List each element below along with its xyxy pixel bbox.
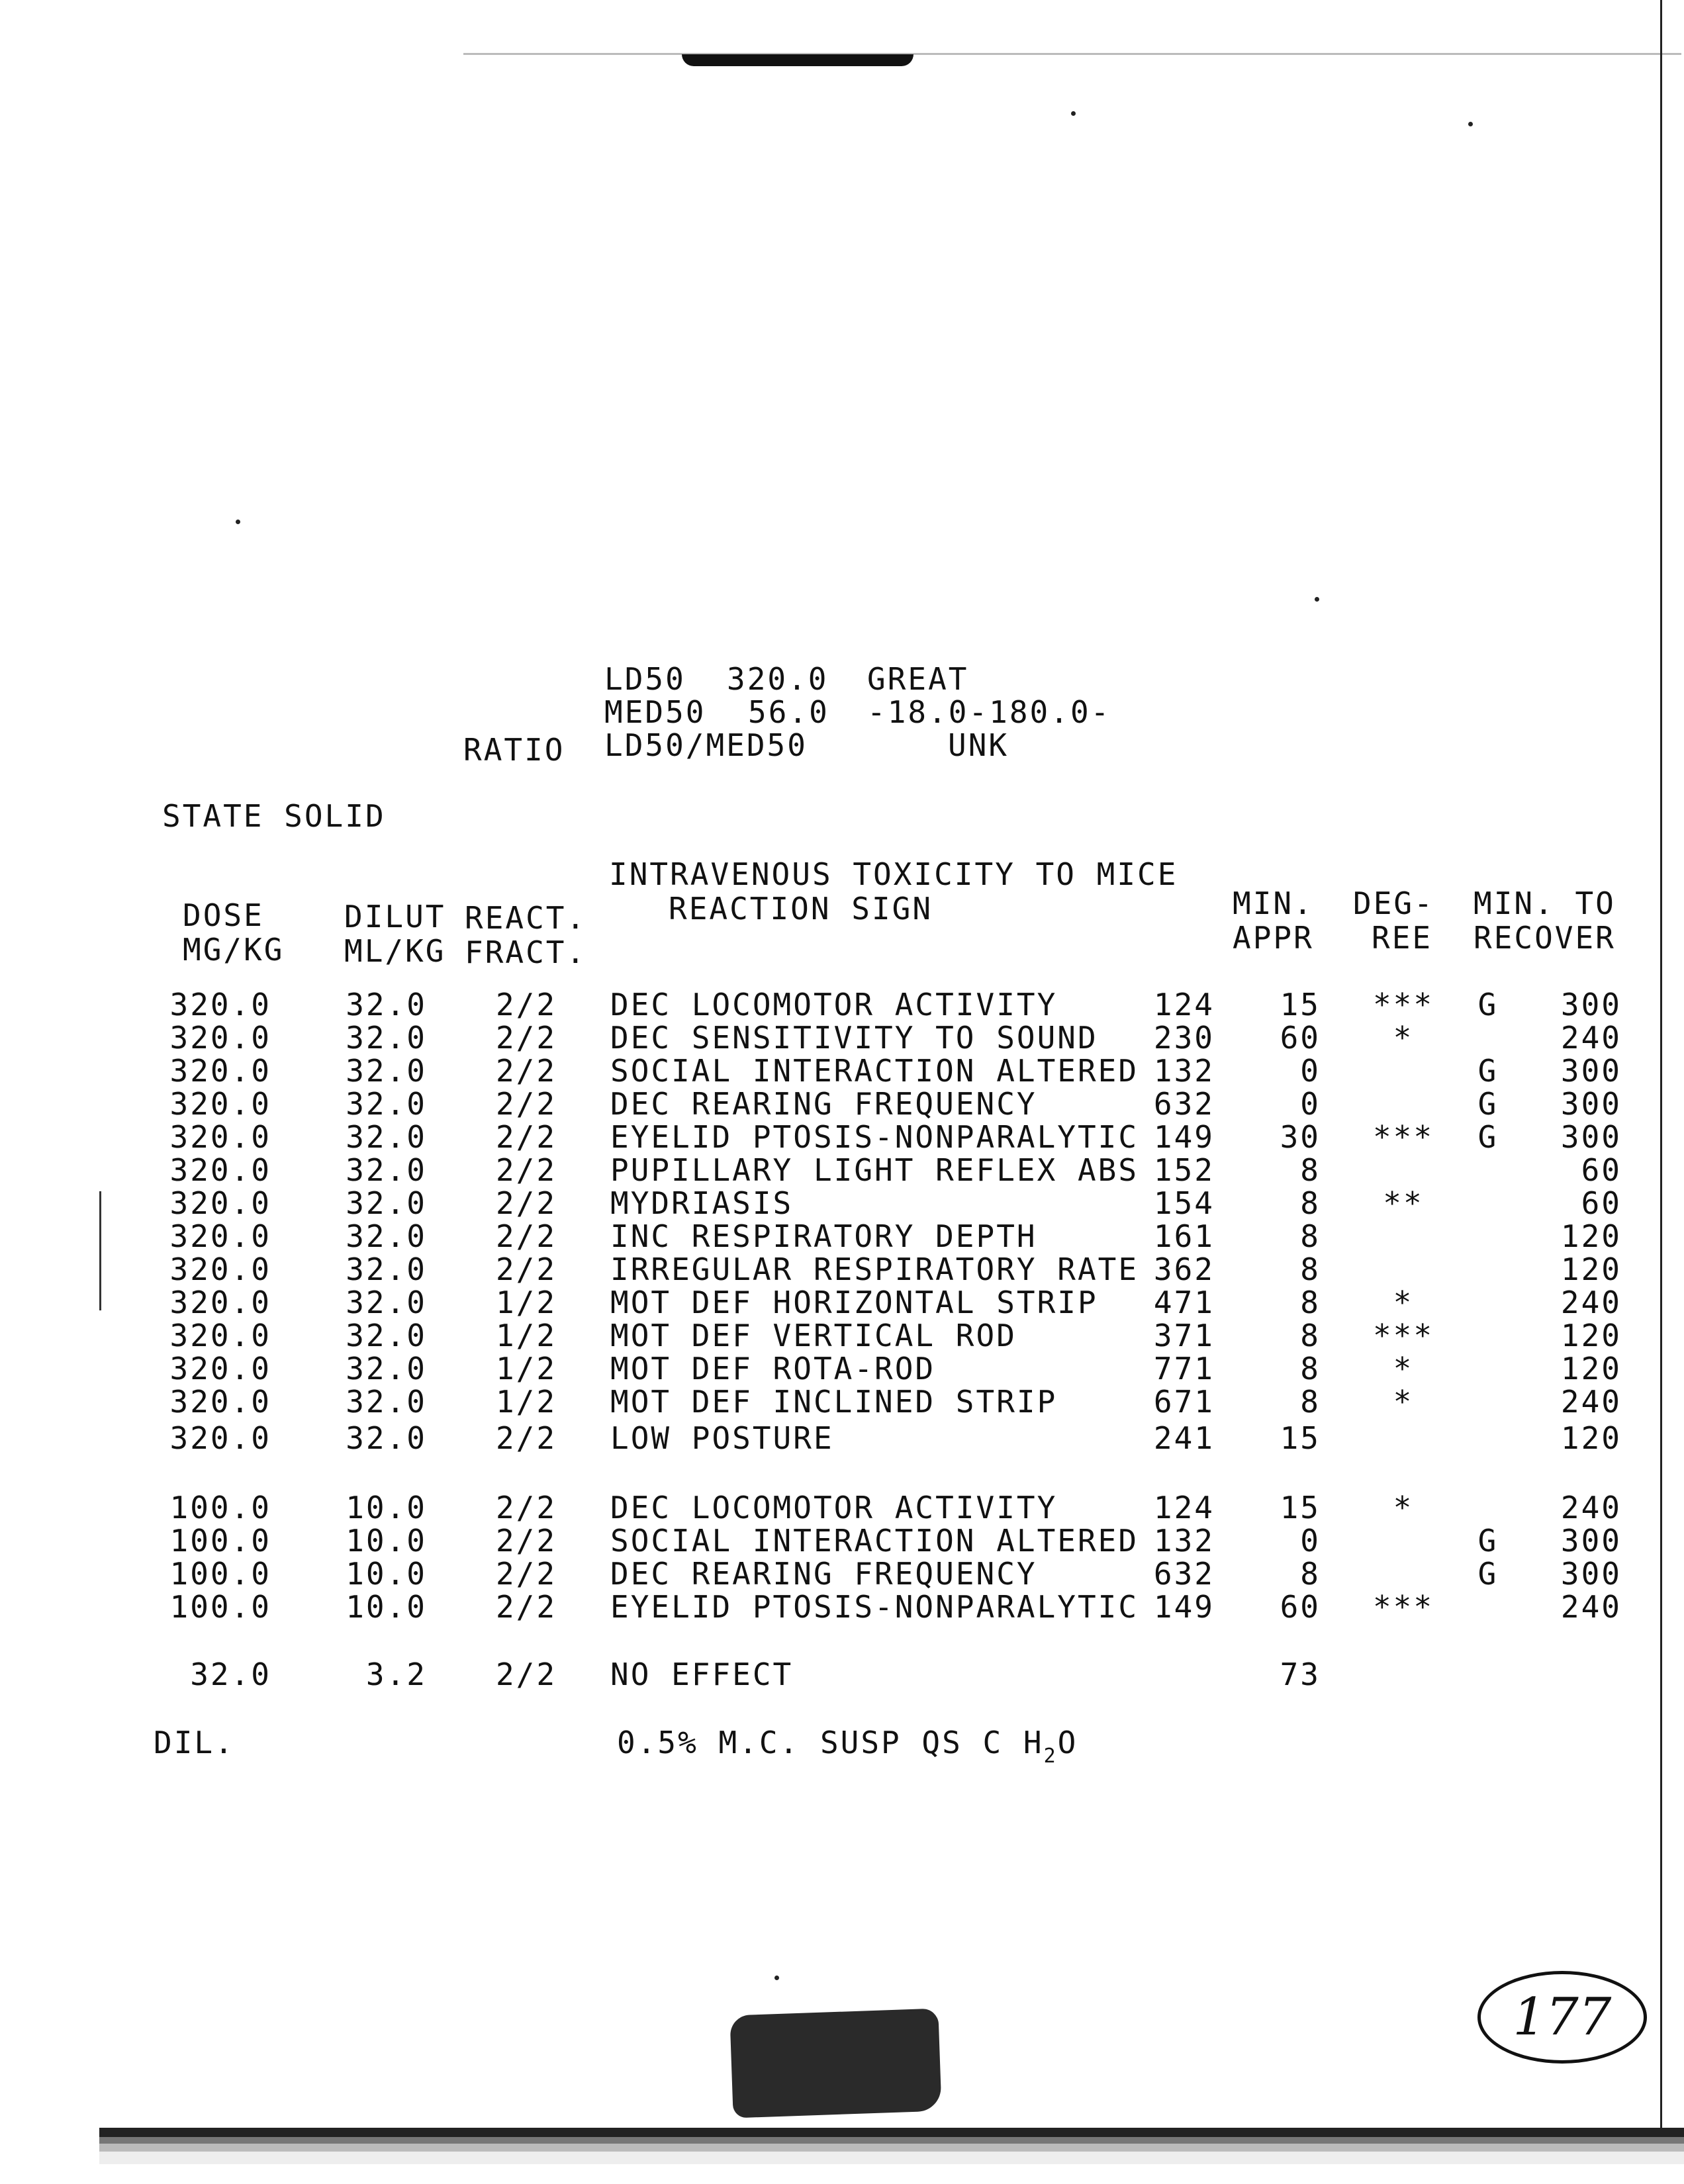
cell-sign-code: 632 [1153, 1556, 1215, 1592]
cell-min-recover: 300 [1560, 1086, 1622, 1122]
cell-min-recover: 120 [1560, 1251, 1622, 1287]
scan-top-edge [463, 53, 1681, 55]
cell-sign-code: 149 [1153, 1589, 1215, 1625]
cell-min-appr: 15 [1280, 1420, 1321, 1456]
speck [1315, 597, 1319, 602]
cell-min-appr: 8 [1300, 1285, 1321, 1320]
cell-reaction-sign: DEC LOCOMOTOR ACTIVITY [610, 987, 1058, 1023]
cell-degree: *** [1372, 1318, 1434, 1353]
cell-fraction: 1/2 [495, 1384, 557, 1420]
cell-sign-code: 771 [1153, 1351, 1215, 1387]
cell-min-recover: 120 [1560, 1351, 1622, 1387]
cell-dilut: 10.0 [346, 1589, 427, 1625]
cell-sign-code: 471 [1153, 1285, 1215, 1320]
med50-value: 56.0 [748, 694, 829, 730]
cell-fraction: 2/2 [495, 1053, 557, 1089]
ld50-note: GREAT [867, 661, 969, 697]
ratio-value: UNK [948, 727, 1009, 763]
cell-reaction-sign: IRREGULAR RESPIRATORY RATE [610, 1251, 1139, 1287]
header-deg: DEG- [1353, 886, 1434, 921]
cell-min-recover: 240 [1560, 1589, 1622, 1625]
cell-sign-code: 149 [1153, 1119, 1215, 1155]
ratio-text: LD50/MED50 [604, 727, 808, 763]
cell-min-recover: 300 [1560, 1523, 1622, 1559]
cell-reaction-sign: MOT DEF HORIZONTAL STRIP [610, 1285, 1098, 1320]
cell-fraction: 2/2 [495, 1556, 557, 1592]
cell-sign-code: 154 [1153, 1185, 1215, 1221]
cell-dose: 32.0 [190, 1657, 271, 1692]
cell-reaction-sign: INC RESPIRATORY DEPTH [610, 1218, 1037, 1254]
cell-dilut: 32.0 [346, 1053, 427, 1089]
cell-sign-code: 241 [1153, 1420, 1215, 1456]
cell-dose: 320.0 [169, 1285, 271, 1320]
cell-sign-code: 124 [1153, 987, 1215, 1023]
cell-fraction: 2/2 [495, 1218, 557, 1254]
cell-dose: 320.0 [169, 1086, 271, 1122]
cell-sign-code: 124 [1153, 1490, 1215, 1525]
cell-dose: 100.0 [169, 1523, 271, 1559]
cell-min-appr: 8 [1300, 1152, 1321, 1188]
cell-dilut: 10.0 [346, 1523, 427, 1559]
cell-reaction-sign: SOCIAL INTERACTION ALTERED [610, 1053, 1139, 1089]
cell-dilut: 32.0 [346, 1119, 427, 1155]
cell-degree: ** [1383, 1185, 1424, 1221]
cell-sign-code: 632 [1153, 1086, 1215, 1122]
cell-dose: 320.0 [169, 1053, 271, 1089]
cell-reaction-sign: DEC SENSITIVITY TO SOUND [610, 1020, 1098, 1056]
cell-dose: 100.0 [169, 1589, 271, 1625]
cell-fraction: 2/2 [495, 1020, 557, 1056]
cell-min-appr: 0 [1300, 1086, 1321, 1122]
cell-dilut: 32.0 [346, 1318, 427, 1353]
cell-min-recover: 300 [1560, 1556, 1622, 1592]
cell-min-appr: 8 [1300, 1185, 1321, 1221]
cell-dilut: 10.0 [346, 1556, 427, 1592]
cell-dilut: 32.0 [346, 1152, 427, 1188]
cell-dose: 320.0 [169, 1152, 271, 1188]
cell-dilut: 32.0 [346, 1086, 427, 1122]
cell-fraction: 2/2 [495, 1589, 557, 1625]
cell-sign-code: 132 [1153, 1523, 1215, 1559]
cell-fraction: 2/2 [495, 1119, 557, 1155]
cell-fraction: 2/2 [495, 1251, 557, 1287]
dil-label: DIL. [154, 1725, 235, 1760]
cell-fraction: 2/2 [495, 1420, 557, 1456]
speck [1071, 111, 1076, 116]
cell-reaction-sign: MOT DEF ROTA-ROD [610, 1351, 936, 1387]
scan-smudge [682, 54, 913, 66]
cell-degree: *** [1372, 1589, 1434, 1625]
cell-dose: 320.0 [169, 1119, 271, 1155]
cell-reaction-sign: EYELID PTOSIS-NONPARALYTIC [610, 1119, 1139, 1155]
cell-min-recover: 300 [1560, 987, 1622, 1023]
cell-min-recover: 300 [1560, 1119, 1622, 1155]
cell-sign-code: 132 [1153, 1053, 1215, 1089]
cell-fraction: 2/2 [495, 1185, 557, 1221]
scan-right-edge [1660, 0, 1662, 2144]
cell-reaction-sign: DEC REARING FREQUENCY [610, 1086, 1037, 1122]
cell-fraction: 2/2 [495, 1657, 557, 1692]
scan-bottom-band [99, 2128, 1684, 2164]
cell-dilut: 32.0 [346, 1218, 427, 1254]
speck [1468, 122, 1473, 126]
cell-min-appr: 60 [1280, 1589, 1321, 1625]
cell-degree: * [1393, 1351, 1414, 1387]
cell-dilut: 32.0 [346, 1020, 427, 1056]
cell-dilut: 32.0 [346, 1384, 427, 1420]
med50-note: -18.0-180.0- [867, 694, 1111, 730]
dil-text-end: O [1057, 1725, 1078, 1760]
cell-grade: G [1477, 1086, 1499, 1122]
cell-sign-code: 371 [1153, 1318, 1215, 1353]
cell-dilut: 32.0 [346, 1251, 427, 1287]
ld50-label: LD50 [604, 661, 686, 697]
cell-dose: 320.0 [169, 1251, 271, 1287]
header-dose-unit: MG/KG [183, 932, 285, 968]
cell-dilut: 10.0 [346, 1490, 427, 1525]
dil-text-main: 0.5% M.C. SUSP QS C H [617, 1725, 1044, 1760]
cell-dose: 100.0 [169, 1490, 271, 1525]
cell-fraction: 2/2 [495, 1523, 557, 1559]
cell-min-appr: 60 [1280, 1020, 1321, 1056]
cell-fraction: 2/2 [495, 1490, 557, 1525]
cell-min-recover: 240 [1560, 1285, 1622, 1320]
cell-min-appr: 73 [1280, 1657, 1321, 1692]
cell-fraction: 2/2 [495, 1086, 557, 1122]
cell-min-appr: 8 [1300, 1218, 1321, 1254]
cell-min-appr: 15 [1280, 987, 1321, 1023]
cell-degree: *** [1372, 1119, 1434, 1155]
cell-dose: 320.0 [169, 1384, 271, 1420]
cell-min-appr: 8 [1300, 1318, 1321, 1353]
cell-reaction-sign: SOCIAL INTERACTION ALTERED [610, 1523, 1139, 1559]
cell-dilut: 32.0 [346, 1351, 427, 1387]
cell-grade: G [1477, 987, 1499, 1023]
cell-reaction-sign: LOW POSTURE [610, 1420, 834, 1456]
cell-grade: G [1477, 1119, 1499, 1155]
cell-dose: 100.0 [169, 1556, 271, 1592]
cell-reaction-sign: MYDRIASIS [610, 1185, 794, 1221]
cell-degree: * [1393, 1020, 1414, 1056]
state-label: STATE SOLID [162, 798, 386, 834]
cell-min-recover: 60 [1581, 1185, 1622, 1221]
cell-min-recover: 120 [1560, 1218, 1622, 1254]
header-fract: FRACT. [465, 934, 587, 970]
dil-text [617, 1725, 1078, 1768]
cell-min-appr: 30 [1280, 1119, 1321, 1155]
cell-grade: G [1477, 1053, 1499, 1089]
redaction-mark [729, 2009, 941, 2118]
cell-dose: 320.0 [169, 1351, 271, 1387]
page-number: 177 [1513, 1987, 1612, 2047]
header-dilut-unit: ML/KG [344, 933, 446, 969]
cell-sign-code: 671 [1153, 1384, 1215, 1420]
cell-reaction-sign: DEC LOCOMOTOR ACTIVITY [610, 1490, 1058, 1525]
cell-dose: 320.0 [169, 1020, 271, 1056]
cell-dose: 320.0 [169, 1420, 271, 1456]
cell-dose: 320.0 [169, 1318, 271, 1353]
cell-dilut: 32.0 [346, 987, 427, 1023]
cell-min-appr: 8 [1300, 1384, 1321, 1420]
speck [774, 1976, 779, 1980]
cell-min-recover: 120 [1560, 1318, 1622, 1353]
cell-dilut: 3.2 [365, 1657, 427, 1692]
cell-reaction-sign: MOT DEF INCLINED STRIP [610, 1384, 1058, 1420]
header-min: MIN. [1233, 886, 1314, 921]
cell-min-recover: 240 [1560, 1490, 1622, 1525]
header-appr: APPR [1233, 920, 1314, 956]
cell-dose: 320.0 [169, 1218, 271, 1254]
cell-min-appr: 8 [1300, 1251, 1321, 1287]
ratio-label: RATIO [463, 732, 565, 768]
page-number-circle [1477, 1971, 1647, 2064]
cell-min-recover: 240 [1560, 1020, 1622, 1056]
cell-degree: * [1393, 1384, 1414, 1420]
cell-degree: * [1393, 1490, 1414, 1525]
cell-dilut: 32.0 [346, 1285, 427, 1320]
cell-min-recover: 120 [1560, 1420, 1622, 1456]
cell-min-appr: 15 [1280, 1490, 1321, 1525]
cell-min-appr: 0 [1300, 1053, 1321, 1089]
header-dose: DOSE [183, 897, 264, 933]
cell-sign-code: 230 [1153, 1020, 1215, 1056]
scan-left-mark [99, 1191, 101, 1310]
cell-min-appr: 8 [1300, 1351, 1321, 1387]
cell-min-recover: 60 [1581, 1152, 1622, 1188]
ld50-value: 320.0 [727, 661, 829, 697]
cell-reaction-sign: PUPILLARY LIGHT REFLEX ABS [610, 1152, 1139, 1188]
cell-grade: G [1477, 1556, 1499, 1592]
table-title: INTRAVENOUS TOXICITY TO MICE [609, 856, 1178, 892]
cell-reaction-sign: EYELID PTOSIS-NONPARALYTIC [610, 1589, 1139, 1625]
cell-dose: 320.0 [169, 987, 271, 1023]
header-react: REACT. [465, 900, 587, 936]
cell-fraction: 2/2 [495, 1152, 557, 1188]
cell-sign-code: 362 [1153, 1251, 1215, 1287]
cell-sign-code: 161 [1153, 1218, 1215, 1254]
cell-min-appr: 8 [1300, 1556, 1321, 1592]
cell-fraction: 1/2 [495, 1351, 557, 1387]
cell-dilut: 32.0 [346, 1420, 427, 1456]
cell-dose: 320.0 [169, 1185, 271, 1221]
cell-min-appr: 0 [1300, 1523, 1321, 1559]
cell-fraction: 1/2 [495, 1285, 557, 1320]
cell-reaction-sign: MOT DEF VERTICAL ROD [610, 1318, 1017, 1353]
med50-label: MED50 [604, 694, 706, 730]
header-min-to: MIN. TO [1474, 886, 1616, 921]
header-reaction-sign: REACTION SIGN [669, 891, 933, 927]
cell-sign-code: 152 [1153, 1152, 1215, 1188]
cell-reaction-sign: NO EFFECT [610, 1657, 794, 1692]
cell-min-recover: 300 [1560, 1053, 1622, 1089]
speck [236, 520, 240, 524]
cell-reaction-sign: DEC REARING FREQUENCY [610, 1556, 1037, 1592]
dil-subscript: 2 [1043, 1745, 1058, 1768]
cell-degree: * [1393, 1285, 1414, 1320]
cell-fraction: 1/2 [495, 1318, 557, 1353]
header-dilut: DILUT [344, 899, 446, 934]
header-recover: RECOVER [1474, 920, 1616, 956]
cell-degree: *** [1372, 987, 1434, 1023]
cell-grade: G [1477, 1523, 1499, 1559]
cell-dilut: 32.0 [346, 1185, 427, 1221]
cell-min-recover: 240 [1560, 1384, 1622, 1420]
header-ree: REE [1372, 920, 1433, 956]
cell-fraction: 2/2 [495, 987, 557, 1023]
